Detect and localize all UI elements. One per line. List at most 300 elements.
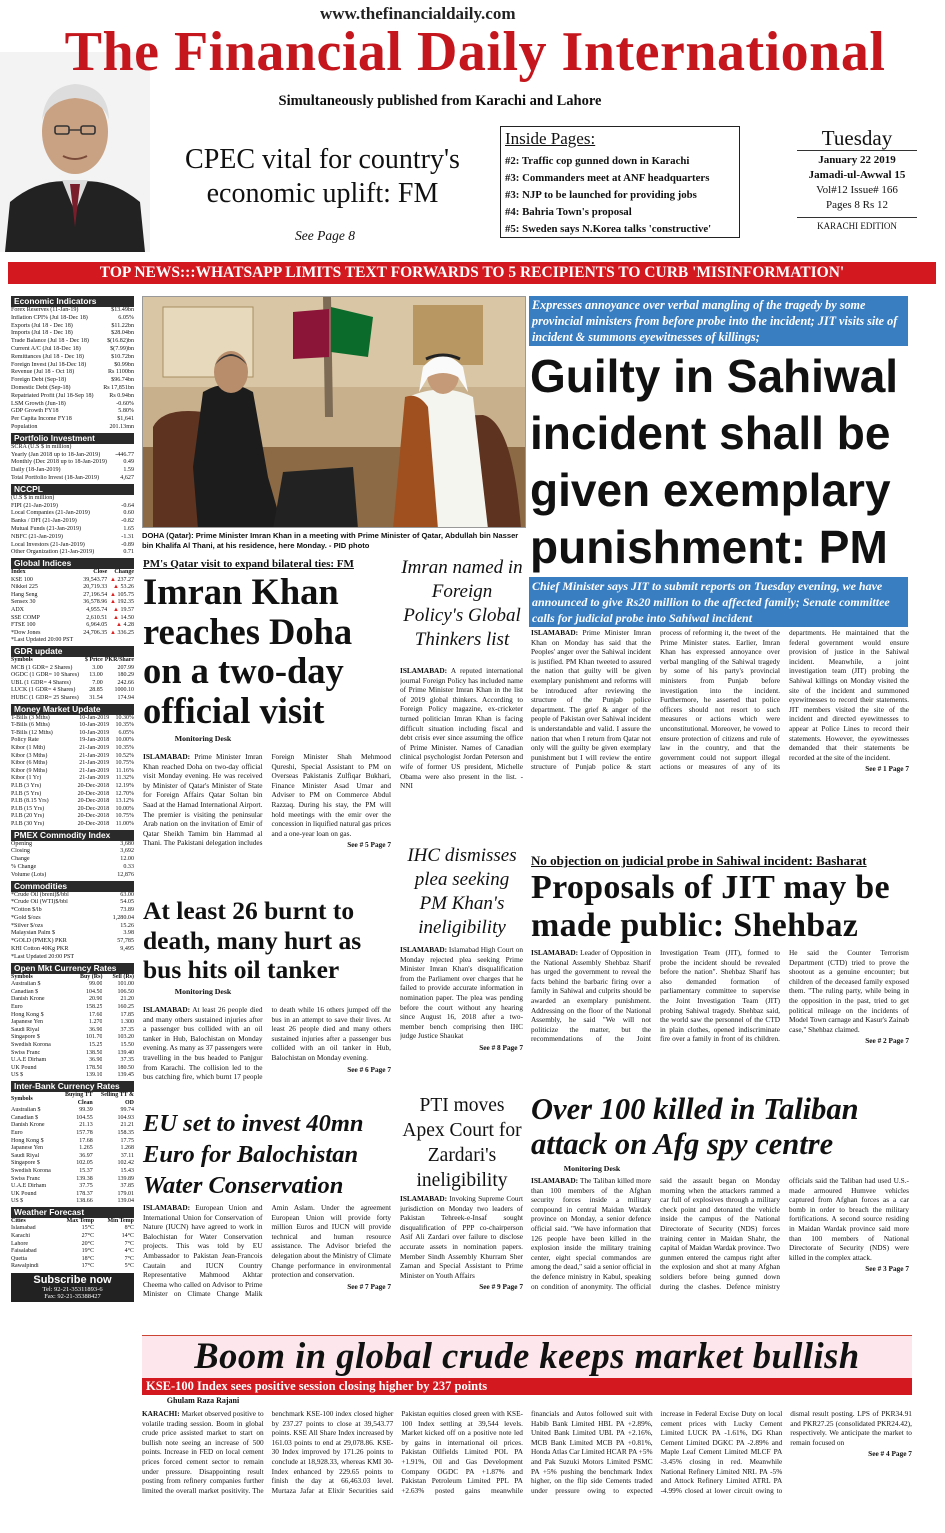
money-market-value: 20-Dec-2018 xyxy=(77,805,110,812)
up-arrow-icon: ▲ xyxy=(110,599,118,606)
eu-dateline: ISLAMABAD: xyxy=(143,1203,191,1212)
money-market-cell xyxy=(67,730,109,738)
sahiwal-deck-top: Expresses annoyance over verbal mangling of the tragedy by some provincial ministers from before probe into the incident; JIT visits site of incident & summons eyewitnesses of killings; xyxy=(529,296,908,346)
money-market-value: 20-Dec-2018 xyxy=(77,782,110,789)
global-indices-row xyxy=(11,607,134,615)
open-market-cell xyxy=(11,1042,69,1050)
inter-bank-row xyxy=(11,1198,134,1206)
subscribe-tel: Tel: 92-21-35311893-6 xyxy=(42,1286,103,1294)
economic-cell: Foreign Invest (Jul 18-Dec 18) xyxy=(11,361,87,368)
open-market-value: 104.50 xyxy=(85,988,103,995)
open-market-cell xyxy=(69,1042,102,1050)
pmex-cell: Change xyxy=(11,856,30,863)
inter-bank-value: Japanese Yen xyxy=(11,1145,43,1152)
gdr-value: 180.29 xyxy=(117,672,134,679)
open-market-cell xyxy=(102,1027,134,1035)
inside-pages-title: Inside Pages: xyxy=(505,129,596,148)
weather-header: Min Temp xyxy=(107,1217,134,1224)
nccpl-cell: Mutual Funds (21-Jan-2019) xyxy=(11,525,82,532)
economic-cell: 6.05% xyxy=(118,314,134,321)
money-market-cell xyxy=(11,722,67,730)
gdr-cell xyxy=(11,695,84,703)
commodities-row xyxy=(11,946,134,954)
money-market-cell xyxy=(11,730,67,738)
pmex-cell: 0.33 xyxy=(123,863,134,870)
weather-cell xyxy=(94,1241,134,1249)
weather-value: 15°C xyxy=(81,1225,95,1232)
inside-item[interactable]: #2: Traffic cop gunned down in Karachi xyxy=(505,155,690,167)
money-market-value: Kibor (6 Mths) xyxy=(11,760,48,767)
weather-cell xyxy=(94,1248,134,1256)
pmex-row xyxy=(11,864,134,872)
gdr-value: 207.99 xyxy=(117,664,134,671)
crude-subhead[interactable]: KSE-100 Index sees positive session closing higher by 237 points xyxy=(142,1378,912,1395)
portfolio-row xyxy=(11,475,134,483)
money-market-row xyxy=(11,775,134,783)
economic-row xyxy=(11,377,134,385)
portfolio-cell: Monthly (Dec 2018 up to 18-Jan-2019) xyxy=(11,459,107,466)
inside-pages-box xyxy=(500,126,740,238)
doha-see[interactable]: See # 5 Page 7 xyxy=(347,840,391,850)
global-indices-value: Nikkei 225 xyxy=(11,584,38,591)
nccpl-row xyxy=(11,549,134,557)
global-indices-row xyxy=(11,622,134,630)
eu-headline[interactable]: EU set to invest 40mn Euro for Balochistan Water Conservation xyxy=(143,1110,364,1199)
weather-cell xyxy=(53,1233,94,1241)
imran-named-headline[interactable]: Imran named in Foreign Policy's Global Thinkers list xyxy=(401,557,523,650)
gdr-table xyxy=(11,657,134,703)
doha-headline[interactable]: Imran Khan reaches Doha on a two-day official visit xyxy=(143,571,353,731)
global-indices-value: *Last Updated 20:00 PST xyxy=(11,637,74,644)
nccpl-cell: NBFC (21-Jan-2019) xyxy=(11,533,63,540)
nccpl-cell: -0.82 xyxy=(121,518,134,525)
economic-cell: Current A/C (Jul 18-Dec 18) xyxy=(11,345,81,352)
inter-bank-row xyxy=(11,1107,134,1115)
weather-value: 19°C xyxy=(81,1248,95,1255)
portfolio-row xyxy=(11,452,134,460)
inside-item[interactable]: #4: Bahria Town's proposal xyxy=(505,206,632,218)
pti-see[interactable]: See # 9 Page 7 xyxy=(479,1282,523,1292)
gdr-cell xyxy=(84,695,103,703)
weather-value: Lahore xyxy=(11,1240,28,1247)
ihc-see[interactable]: See # 8 Page 7 xyxy=(479,1042,523,1052)
global-indices-cell xyxy=(80,637,107,645)
open-market-value: 101.70 xyxy=(85,1034,103,1041)
lead-see-page[interactable]: See Page 8 xyxy=(295,228,355,243)
inter-bank-value: Singapore $ xyxy=(11,1160,40,1167)
open-market-cell xyxy=(69,989,102,997)
open-market-cell xyxy=(102,989,134,997)
commodities-row xyxy=(11,915,134,923)
money-market-cell xyxy=(11,753,67,761)
money-market-row xyxy=(11,798,134,806)
gdr-row xyxy=(11,695,134,703)
gdr-row xyxy=(11,680,134,688)
inter-bank-cell xyxy=(11,1107,51,1115)
money-market-value: 11.16% xyxy=(115,767,134,774)
portfolio-cell: 1.59 xyxy=(123,467,134,474)
gdr-value: MCB (1 GDR= 2 Shares) xyxy=(11,664,73,671)
commodities-cell: 15.26 xyxy=(120,922,134,929)
global-indices-cell xyxy=(80,615,107,623)
pmex-row xyxy=(11,872,134,880)
money-market-value: T-Bills (12 Mths) xyxy=(11,729,53,736)
open-market-cell xyxy=(11,1072,69,1080)
economic-cell: $96.74bn xyxy=(111,377,134,384)
inter-bank-value: 37.75 xyxy=(79,1183,93,1190)
inter-bank-value: 1.265 xyxy=(79,1145,93,1152)
sahiwal-body xyxy=(531,628,909,850)
open-market-table xyxy=(11,974,134,1080)
open-market-value: 139.10 xyxy=(85,1072,103,1079)
global-indices-cell xyxy=(11,630,80,638)
portfolio-row xyxy=(11,467,134,475)
nccpl-row xyxy=(11,510,134,518)
economic-row xyxy=(11,401,134,409)
gdr-cell xyxy=(84,665,103,673)
economic-cell: Domestic Debt (Sep-18) xyxy=(11,384,71,391)
gdr-cell xyxy=(84,680,103,688)
open-market-cell xyxy=(11,1012,69,1020)
day: Tuesday xyxy=(797,126,917,151)
open-market-cell xyxy=(69,1019,102,1027)
inter-bank-row xyxy=(11,1191,134,1199)
top-news-banner[interactable]: TOP NEWS:::WHATSAPP LIMITS TEXT FORWARDS TO 5 RECIPIENTS TO CURB 'MISINFORMATION' xyxy=(8,262,936,284)
money-market-row xyxy=(11,737,134,745)
volume: Vol#12 Issue# 166 xyxy=(816,184,898,196)
gdr-row xyxy=(11,665,134,673)
pti-headline[interactable]: PTI moves Apex Court for Zardari's ineligibility xyxy=(402,1095,522,1191)
doha-kicker[interactable]: PM's Qatar visit to expand bilateral ties: FM xyxy=(143,558,354,570)
portfolio-row xyxy=(11,459,134,467)
weather-value: 7°C xyxy=(124,1255,134,1262)
global-indices-value: 53.26 xyxy=(120,584,134,591)
open-market-value: 158.25 xyxy=(85,1004,103,1011)
economic-cell: Rs 0.94bn xyxy=(109,392,134,399)
money-market-cell xyxy=(11,760,67,768)
money-market-cell xyxy=(11,775,67,783)
taliban-headline[interactable]: Over 100 killed in Taliban attack on Afg spy centre xyxy=(531,1092,859,1161)
inside-item[interactable]: #3: NJP to be launched for providing jobs xyxy=(505,189,697,201)
portfolio-cell: 4,627 xyxy=(120,474,134,481)
weather-cell xyxy=(53,1256,94,1264)
lead-headline[interactable]: CPEC vital for country's economic uplift: FM xyxy=(185,144,460,209)
global-indices-value: Hang Seng xyxy=(11,591,38,598)
money-market-cell xyxy=(67,798,109,806)
open-market-header: Sell (Rs) xyxy=(112,973,134,980)
inter-bank-table xyxy=(11,1092,134,1206)
eu-see[interactable]: See # 7 Page 7 xyxy=(347,1281,391,1291)
inter-bank-cell xyxy=(11,1130,51,1138)
jit-see[interactable]: See # 2 Page 7 xyxy=(865,1036,909,1046)
bus-body xyxy=(143,1005,391,1102)
crude-see[interactable]: See # 4 Page 7 xyxy=(868,1449,912,1459)
economic-cell: GDP Growth FY18 xyxy=(11,408,59,415)
open-market-value: 180.50 xyxy=(117,1064,134,1071)
inter-bank-cell xyxy=(51,1176,93,1184)
sahiwal-headline[interactable]: Guilty in Sahiwal incident shall be given exemplary punishment: PM xyxy=(530,350,899,573)
open-market-cell xyxy=(102,1065,134,1073)
weather-cell xyxy=(11,1225,53,1233)
global-indices-value: FTSE 100 xyxy=(11,622,36,629)
open-market-cell xyxy=(11,1057,69,1065)
taliban-byline: Monitoring Desk xyxy=(563,1164,621,1173)
money-market-title: Money Market Update xyxy=(11,704,134,715)
money-market-value: P.I.B (3 Yrs) xyxy=(11,782,42,789)
open-market-value: 160.25 xyxy=(117,1004,134,1011)
economic-cell: $(16.82)bn xyxy=(107,338,134,345)
open-market-cell xyxy=(102,1042,134,1050)
money-market-cell xyxy=(109,768,134,776)
nccpl-cell: Local Companies (21-Jan-2019) xyxy=(11,510,90,517)
global-indices-row xyxy=(11,615,134,623)
inter-bank-row xyxy=(11,1153,134,1161)
global-indices-cell xyxy=(107,630,134,638)
commodities-row xyxy=(11,930,134,938)
open-market-row xyxy=(11,1072,134,1080)
bus-byline: Monitoring Desk xyxy=(174,987,232,996)
inter-bank-cell xyxy=(93,1168,134,1176)
hijri-date: Jamadi-ul-Awwal 15 xyxy=(808,169,906,181)
pmex-row xyxy=(11,841,134,849)
inter-bank-row xyxy=(11,1160,134,1168)
money-market-value: 21-Jan-2019 xyxy=(79,767,110,774)
inter-bank-value: Swedish Korona xyxy=(11,1167,51,1174)
doha-body xyxy=(143,752,391,890)
global-indices-cell xyxy=(11,615,80,623)
global-indices-cell xyxy=(80,599,107,607)
inter-bank-cell xyxy=(93,1122,134,1130)
open-market-value: 36.90 xyxy=(88,1026,103,1033)
weather-cell xyxy=(11,1256,53,1264)
inter-bank-cell xyxy=(51,1153,93,1161)
open-market-cell xyxy=(11,1019,69,1027)
open-market-cell xyxy=(11,1034,69,1042)
eu-body-text: European Union and International Union for Conservation of Nature (IUCN) have agreed to work in Balochistan for Water Conservation projects. This was told by EU Ambassador to Pakistan Jean-Francois Cautain and IUCN Country Representative Mahmood Akhtar Cheema who called on Advisor to Prime Minister on Climate Change Malik Amin Aslam. Under the agreement European Union will provide forty million Euros and IUCN will provide technical and human resource assistance. The Advisor briefed the delegation about the Ministry of Climate Change performance in environmental protection and conservation. xyxy=(143,1203,391,1299)
open-market-cell xyxy=(102,1004,134,1012)
global-indices-cell xyxy=(107,607,134,615)
taliban-body xyxy=(531,1176,909,1333)
open-market-cell xyxy=(69,1072,102,1080)
money-market-row xyxy=(11,730,134,738)
commodities-cell: 54.05 xyxy=(120,899,134,906)
inside-item[interactable]: #3: Commanders meet at ANF headquarters xyxy=(505,172,710,184)
economic-cell: $10.72bn xyxy=(111,353,134,360)
inside-item[interactable]: #5: Sweden says N.Korea talks 'constructive' xyxy=(505,223,712,235)
doha-body-text: Prime Minister Imran Khan reached Doha on two-day official visit Monday evening. He was received by Minister of Qatar's Minister of State for Foreign Affairs Qatar Soltan bin Saad at the Hamad International Airport. The premier is visiting the peninsular Arab nation on the invitation of Emir of Qatar Sheikh Tamim bin Hammad al Thani. The Pakistani delegation includes Foreign Minister Shah Mehmood Qureshi, Special Assistant to PM on Overseas Pakistanis Zulfiqar Bukhari, Finance Minister Asad Umar and Adviser to PM on Commerce Abdul Razzaq. During his stay, the PM will hold meetings with the emir over the concession in liquified natural gas prices and a one-year loan on gas. xyxy=(143,752,391,848)
open-market-cell xyxy=(69,981,102,989)
global-indices-value: 36,578.96 xyxy=(83,599,108,606)
doha-byline: Monitoring Desk xyxy=(174,734,232,743)
inter-bank-value: Hong Kong $ xyxy=(11,1137,44,1144)
inter-bank-cell xyxy=(93,1138,134,1146)
money-market-value: 13.12% xyxy=(115,798,134,805)
open-market-value: 15.25 xyxy=(88,1042,103,1049)
imran-named-body xyxy=(400,666,523,830)
money-market-value: P.I.B (8.15 Yrs) xyxy=(11,798,49,805)
pmex-cell: Closing xyxy=(11,848,30,855)
open-market-cell xyxy=(11,1065,69,1073)
weather-cell xyxy=(94,1233,134,1241)
pmex-cell: 3,692 xyxy=(120,848,134,855)
money-market-cell xyxy=(109,737,134,745)
economic-cell: Remittances (Jul 18 - Dec 18) xyxy=(11,353,84,360)
money-market-value: Kibor (3 Mths) xyxy=(11,752,48,759)
gdr-header: $ Price xyxy=(84,657,103,664)
global-indices-value: 20,719.33 xyxy=(83,584,108,591)
date: January 22 2019 xyxy=(818,154,896,166)
taliban-body-text: The Taliban killed more than 100 members of the Afghan security forces inside a military compound in central Maidan Wardak province on Monday, a senior defence official said. "We have information that 126 people have been killed in the explosion inside the military training center, eight special commandos are among the dead," said a senior official in the defence ministry in Kabul, speaking on condition of anonymity. The official said the assault began on Monday morning when the attackers rammed a car full of explosives through a military check point and detonated the vehicle inside the campus of the National Directorate of Security (NDS) forces training center in Maidan Shahr, the capital of Maidan Wardak province. Two gunmen entered the campus right after the explosion and shot at many Afghan soldiers before being gunned down during the clashes. Defence ministry officials said the Taliban had used U.S.-made armoured Humvee vehicles captured from Afghan forces as a car bomb in order to breach the military fortifications. A second source residing in Maidan Wardak province said more than 100 members of National Directorate of Security (NDS) were killed in the complex attack. xyxy=(531,1176,909,1291)
inter-bank-value: 104.55 xyxy=(76,1114,93,1121)
money-market-cell xyxy=(11,737,67,745)
money-market-cell xyxy=(11,783,67,791)
global-indices-header: Index xyxy=(11,569,26,576)
money-market-value: 12.70% xyxy=(115,790,134,797)
open-market-value: Swedish Korona xyxy=(11,1042,51,1049)
inter-bank-value: U.A.E Dirham xyxy=(11,1183,47,1190)
economic-cell: Foreign Debt (Sep-18) xyxy=(11,377,67,384)
nccpl-row xyxy=(11,534,134,542)
inter-bank-row xyxy=(11,1115,134,1123)
site-url[interactable]: www.thefinancialdaily.com xyxy=(320,4,516,23)
weather-cell xyxy=(53,1248,94,1256)
portfolio-cell: Yearly (Jan 2018 up to 18-Jan-2019) xyxy=(11,451,101,458)
inter-bank-cell xyxy=(11,1145,51,1153)
global-indices-row xyxy=(11,592,134,600)
up-arrow-icon: ▲ xyxy=(113,584,121,591)
global-indices-value: ADX xyxy=(11,607,24,614)
economic-cell: Forex Reserves (11-Jan-19) xyxy=(11,307,79,313)
money-market-cell xyxy=(67,753,109,761)
open-market-cell xyxy=(69,1065,102,1073)
money-market-cell xyxy=(67,806,109,814)
commodities-cell: 1,280.04 xyxy=(112,914,134,921)
inter-bank-value: 139.04 xyxy=(117,1198,134,1205)
open-market-cell xyxy=(69,1034,102,1042)
open-market-cell xyxy=(102,1012,134,1020)
dateline-box xyxy=(797,126,917,233)
open-market-value: Hong Kong $ xyxy=(11,1011,44,1018)
edition: KARACHI EDITION xyxy=(797,217,917,233)
weather-cell xyxy=(53,1263,94,1271)
money-market-cell xyxy=(67,737,109,745)
money-market-value: P.I.B (5 Yrs) xyxy=(11,790,42,797)
inter-bank-value: 1.268 xyxy=(120,1145,134,1152)
weather-value: Karachi xyxy=(11,1233,30,1240)
gdr-cell xyxy=(11,672,84,680)
global-indices-value: 6,964.05 xyxy=(86,622,108,629)
weather-cell xyxy=(94,1263,134,1271)
economic-row xyxy=(11,385,134,393)
open-market-value: Canadian $ xyxy=(11,988,39,995)
market-sidebar xyxy=(11,295,134,1530)
crude-byline: Ghulam Raza Rajani xyxy=(166,1396,240,1405)
jit-headline[interactable]: Proposals of JIT may be made public: Shehbaz xyxy=(531,869,890,944)
gdr-value: 242.66 xyxy=(117,679,134,686)
subscribe-box[interactable] xyxy=(11,1273,134,1302)
open-market-cell xyxy=(11,996,69,1004)
jit-body-text: Leader of Opposition in the National Assembly Shehbaz Sharif has urged the government to reveal the facts behind the barbaric firing over a family in Sahiwal and culprits should be awarded an exemplary punishment. Addressing on the floor of the National Assembly, he said "We will not politicize the matter, but the recommendations of the Joint Investigation Team (JIT), formed to probe the incident should be revealed before the nation". Shehbaz Sharif has also demanded formation of parliamentary committee to supervise the Joint Investigation Team (JIT) probing Sahiwal tragedy. Shehbaz said, the world saw the personnel of the CTD in plain clothes, opened indiscriminate fire over a family in front of its children. He said the Counter Terrorism Department (CTD) tried to prove the shootout as a genuine encounter; but children of the deceased family exposed them. "The ruling party, while being in the opposition in the past, tried to get political mileage on the incidents of Model Town carnage and Kasur's Zainab case," Shehbaz claimed. xyxy=(531,948,909,1044)
open-market-title: Open Mkt Currency Rates xyxy=(11,963,134,974)
portfolio-cell: SCRA (U.S $ in million) xyxy=(11,443,72,450)
economic-row xyxy=(11,307,134,315)
open-market-cell xyxy=(102,1019,134,1027)
money-market-value: 20-Dec-2018 xyxy=(77,798,110,805)
up-arrow-icon: ▲ xyxy=(113,607,121,614)
economic-cell: LSM Growth (Jun-18) xyxy=(11,400,66,407)
ihc-headline[interactable]: IHC dismisses plea seeking PM Khan's ineligibility xyxy=(407,845,517,938)
money-market-cell xyxy=(109,722,134,730)
money-market-value: 11.00% xyxy=(115,820,134,827)
economic-cell: $1,641 xyxy=(117,416,134,423)
economic-row xyxy=(11,362,134,370)
open-market-row xyxy=(11,1034,134,1042)
global-indices-cell xyxy=(11,622,80,630)
ihc-body-text: Islamabad High Court on Monday rejected plea seeking Prime Minister Imran Khan's disqualification from the Parliament over charges that he failed to provide accurate information in nomination paper. The plea was pending before the court without any hearing since August 16, 2018 after a two-member bench comprising then IHC judge Justice Shaukat xyxy=(400,945,523,1041)
inter-bank-value: 139.38 xyxy=(76,1175,93,1182)
money-market-cell xyxy=(67,722,109,730)
weather-cell xyxy=(11,1248,53,1256)
economic-cell: $28.04bn xyxy=(111,330,134,337)
global-indices-value: 2,610.51 xyxy=(86,614,108,621)
commodities-row xyxy=(11,892,134,900)
global-indices-header: Change xyxy=(114,569,134,576)
money-market-cell xyxy=(11,768,67,776)
weather-header: Cities xyxy=(11,1217,26,1224)
open-market-row xyxy=(11,996,134,1004)
jit-kicker[interactable]: No objection on judicial probe in Sahiwal incident: Basharat xyxy=(531,853,867,868)
commodities-cell: KHI Cotton 40Kg PKR xyxy=(11,946,69,953)
global-indices-cell xyxy=(107,592,134,600)
inter-bank-row xyxy=(11,1138,134,1146)
weather-title: Weather Forecast xyxy=(11,1207,134,1218)
global-indices-cell xyxy=(80,630,107,638)
open-market-header: Buy (Rs) xyxy=(79,973,103,980)
inter-bank-value: Euro xyxy=(11,1129,23,1136)
commodities-cell: *Last Updated 20:00 PST xyxy=(11,953,75,960)
taliban-see[interactable]: See # 3 Page 7 xyxy=(865,1264,909,1274)
weather-value: 27°C xyxy=(81,1233,95,1240)
open-market-value: U.A.E Dirham xyxy=(11,1057,47,1064)
money-market-row xyxy=(11,813,134,821)
jit-dateline: ISLAMABAD: xyxy=(531,948,579,957)
global-indices-cell xyxy=(80,584,107,592)
up-arrow-icon: ▲ xyxy=(116,622,124,629)
open-market-value: Danish Krone xyxy=(11,996,45,1003)
inter-bank-value: Canadian $ xyxy=(11,1114,39,1121)
inter-bank-header: Selling TT & OD xyxy=(100,1091,134,1106)
sahiwal-see[interactable]: See # 1 Page 7 xyxy=(865,764,909,774)
commodities-row xyxy=(11,938,134,946)
open-market-cell xyxy=(11,1050,69,1058)
crude-headline[interactable]: Boom in global crude keeps market bullish xyxy=(194,1335,860,1376)
weather-cell xyxy=(53,1241,94,1249)
inter-bank-value: 99.39 xyxy=(79,1107,93,1114)
weather-value: 20°C xyxy=(81,1240,95,1247)
portfolio-cell: -446.77 xyxy=(115,451,134,458)
money-market-cell xyxy=(109,715,134,723)
global-indices-value: 4.28 xyxy=(123,622,134,629)
open-market-cell xyxy=(69,1012,102,1020)
sahiwal-dateline: ISLAMABAD: xyxy=(531,628,579,637)
portfolio-row xyxy=(11,444,134,452)
bus-headline[interactable]: At least 26 burnt to death, many hurt as bus hits oil tanker xyxy=(143,896,362,984)
taliban-dateline: ISLAMABAD: xyxy=(531,1176,579,1185)
open-market-value: 15.50 xyxy=(120,1042,134,1049)
bus-see[interactable]: See # 6 Page 7 xyxy=(347,1064,391,1074)
global-indices-cell xyxy=(80,592,107,600)
ihc-dateline: ISLAMABAD: xyxy=(400,945,448,954)
